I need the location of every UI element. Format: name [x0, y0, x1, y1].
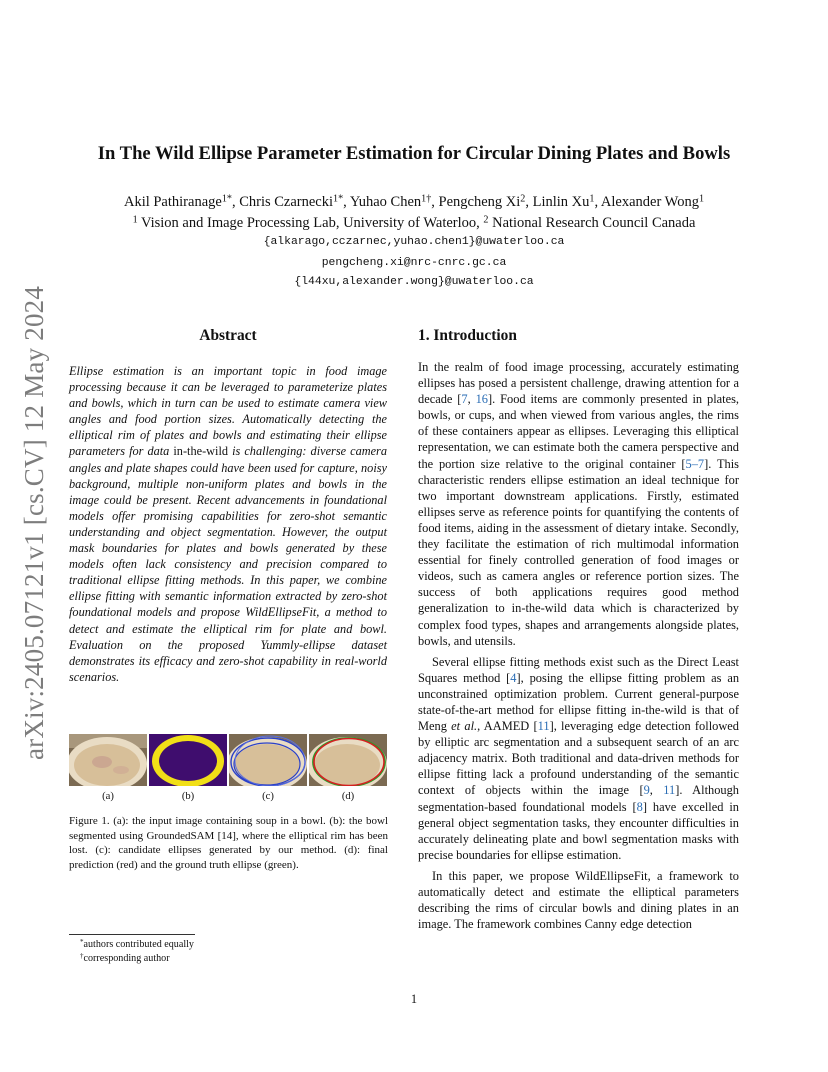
affiliations: $^1$ Vision and Image Processing Lab, University of Waterloo, $^2$ National Research Council Canada [132, 214, 696, 231]
section-heading-introduction: 1. Introduction [418, 327, 517, 344]
citation-link[interactable]: 9 [643, 783, 650, 798]
author-name: Alexander Wong [600, 194, 699, 210]
author-name: Akil Pathiranage [123, 194, 222, 210]
paper-title: In The Wild Ellipse Parameter Estimation for Circular Dining Plates and Bowls [97, 143, 731, 164]
citation-link[interactable]: 8 [636, 799, 643, 814]
abstract-body: Ellipse estimation is an important topic in food image processing because it can be leveraged to parameterize plates and bowls, which in turn can be used to estimate camera view angles and food portion sizes. Automatically detecting the elliptical rim of plates and bowls and estimating their ellipse parameters for data in-the-wild is challenging: diverse camera angles and plate shapes could have been used for capture, noisy background, multiple non-uniform plates and bowls in the image could be present. Recent advancements in foundational models offer promising capabilities for zero-shot semantic understanding and object segmentation. However, the output mask boundaries for plates and bowls generated by these models often lack consistency and precision compared to traditional ellipse fitting methods. In this paper, we combine ellipse fitting with semantic information extracted by zero-shot foundational models and propose WildEllipseFit, a method to detect and estimate the elliptical rim for plate and bowl. Evaluation on the proposed Yummly-ellipse dataset demonstrates its efficacy and zero-shot capability in real-world scenarios. [69, 364, 387, 684]
author-name: Pengcheng Xi [438, 194, 521, 210]
figure-panel-candidates [229, 734, 307, 786]
panel-label: (d) [341, 791, 355, 802]
figure-panel-prediction [309, 734, 387, 786]
panel-label: (c) [262, 791, 274, 802]
citation-link[interactable]: 11 [537, 719, 550, 734]
email-line[interactable]: pengcheng.xi@nrc-cnrc.gc.ca [321, 257, 507, 269]
author-name: Linlin Xu [532, 194, 590, 210]
figure-panel-input [69, 734, 147, 786]
page-number: 1 [410, 992, 418, 1006]
footnote-rule [69, 934, 195, 935]
footnote: †corresponding author [80, 951, 170, 964]
author-name: Chris Czarnecki [239, 194, 334, 210]
paragraph: In the realm of food image processing, accurately estimating ellipses has posed a persistent challenge, drawing attention for a decade [7, 16]. Food items are commonly presented in plates, bowls, or cups, and when viewed from various angles, the rims of these containers appear as ellipses. Leveraging this elliptical representation, we can estimate both the camera perspective and the portion size relative to the original container [5–7]. This characteristic renders ellipse estimation an ideal technique for two important downstream applications. Firstly, estimated ellipses serve as reference points for quantifying the contents of food items, aiding in the assessment of dietary intake. Secondly, they facilitate the estimation of rich multimodal information essential for finely controlled generation of food images or videos, such as camera angles or reference portion sizes. The success of both applications requires good method generalization to in-the-wild data which is characterized by complex food types, shapes and arrangements alongside plates, bowls, and utensils. [418, 360, 739, 648]
paragraph: In this paper, we propose WildEllipseFit, a framework to automatically detect and estimate the elliptical parameters describing the rims of circular bowls and dining plates in an image. The framework combines Canny edge detection [418, 868, 739, 932]
author-name: Yuhao Chen [349, 194, 422, 210]
affiliation-1: Vision and Image Processing Lab, University of Waterloo, [141, 215, 480, 231]
abstract-heading: Abstract [199, 327, 257, 344]
arxiv-stamp: arXiv:2405.07121v1 [cs.CV] 12 May 2024 [19, 285, 49, 760]
panel-label: (b) [181, 791, 195, 802]
author-list: Akil Pathiranage$^{1*}$, Chris Czarnecki$^{1*}$, Yuhao Chen$^{1\dagger}$, Pengcheng Xi$^2$, Linlin Xu$^1$, Alexander Wong$^1$ [123, 193, 705, 210]
citation-link[interactable]: 11 [663, 783, 676, 798]
panel-label: (a) [102, 791, 114, 802]
affiliation-2: National Research Council Canada [492, 215, 696, 231]
citation-link[interactable]: 5–7 [685, 456, 705, 471]
figure-panel-segmentation [149, 734, 227, 786]
email-line[interactable]: {alkarago,cczarnec,yuhao.chen1}@uwaterloo.ca [263, 236, 565, 248]
figure-caption: Figure 1. (a): the input image containing soup in a bowl. (b): the bowl segmented using GroundedSAM [14], where the elliptical rim has been lost. (c): candidate ellipses generated by our method. (d): final prediction (red) and the ground truth ellipse (green). [69, 815, 388, 871]
citation-link[interactable]: 4 [510, 670, 517, 685]
citation-link[interactable]: 16 [475, 392, 488, 407]
email-line[interactable]: {l44xu,alexander.wong}@uwaterloo.ca [294, 276, 534, 288]
introduction-body [418, 359, 739, 932]
footnote: *authors contributed equally [80, 937, 194, 950]
citation-link[interactable]: 7 [461, 392, 468, 407]
paragraph: Several ellipse fitting methods exist such as the Direct Least Squares method [4], posing the ellipse fitting problem as an unconstrained optimization problem. Current general-purpose state-of-the-art method for ellipse fitting in-the-wild is that of Meng et al., AAMED [11], leveraging edge detection followed by elliptic arc segmentation and a subsequent search of an arc adjacency matrix. Both traditional and data-driven methods for ellipse fitting lack a profound understanding of the semantic context of objects within the image [9, 11]. Although segmentation-based foundational models [8] have excelled in general object segmentation tasks, they encounter difficulties in accurately delineating plate and bowl segmentation masks with precise boundaries for ellipse estimation. [418, 654, 740, 862]
